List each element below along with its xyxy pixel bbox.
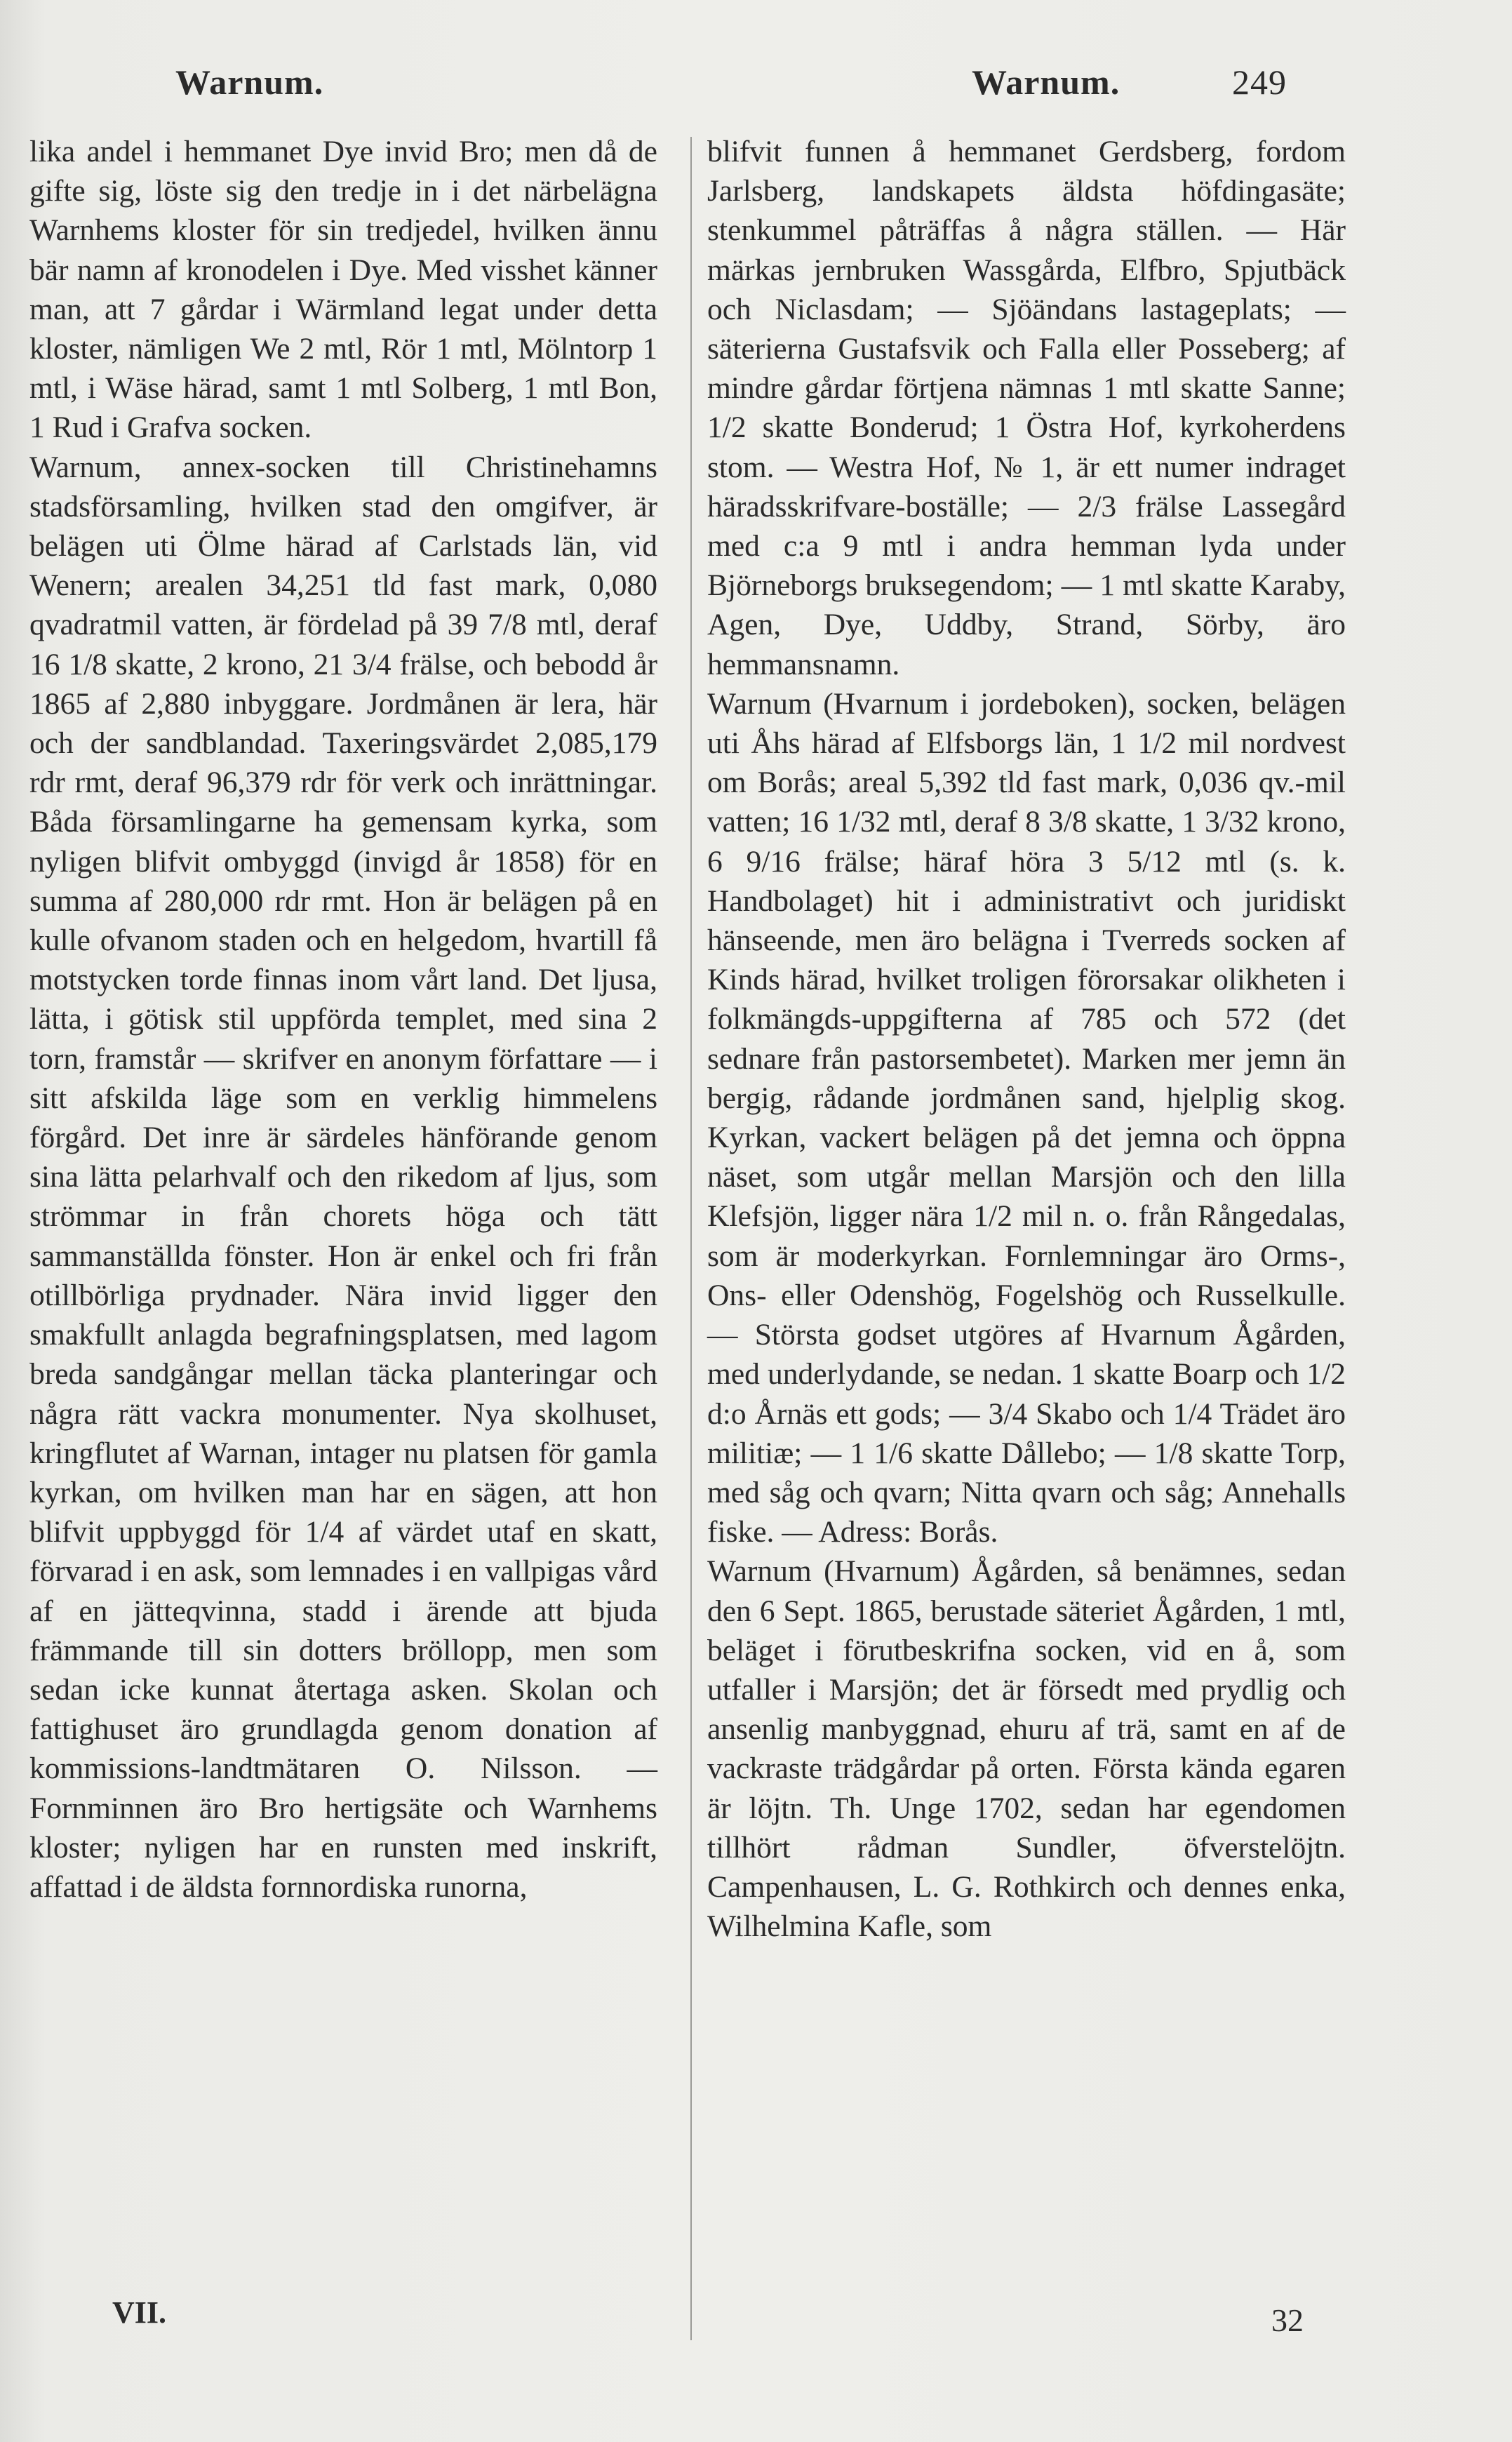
left-paragraph-2: Warnum, annex-socken till Christinehamns stadsförsamling, hvilken stad den omgifver, är belägen uti Ölme härad af Carlstads län, vid Wenern; arealen 34,251 tld fast mark, 0,080 qvadratmil vatten, är fördelad på 39 7/8 mtl, deraf 16 1/8 skatte, 2 krono, 21 3/4 frälse, och bebodd år 1865 af 2,880 inbyggare. Jordmånen är lera, här och der sandblandad. Taxeringsvärdet 2,085,179 rdr rmt, deraf 96,379 rdr för verk och inrättningar. Båda församlingarne ha gemensam kyrka, som nyligen blifvit ombyggd (invigd år 1858) för en summa af 280,000 rdr rmt. Hon är belägen på en kulle ofvanom staden och en helgedom, hvartill få motstycken torde finnas inom vårt land. Det ljusa, lätta, i götisk stil uppförda templet, med sina 2 torn, framstår — skrifver en anonym författare — i sitt afskilda läge som en verklig himmelens förgård. Det inre är särdeles hänförande genom sina lätta pelarhvalf och den rikedom af ljus, som strömmar in från chorets höga och tätt sammanställda fönster. Hon är enkel och fri från otillbörliga prydnader. Nära invid ligger den smakfullt anlagda begrafningsplatsen, med lagom breda sandgångar mellan täcka planteringar och några rätt vackra monumenter. Nya skolhuset, kringflutet af Warnan, intager nu platsen för gamla kyrkan, om hvilken man har en sägen, att hon blifvit uppbyggd för 1/4 af värdet utaf en skatt, förvarad i en ask, som lemnades i en vallpigas vård af en jätteqvinna, stadd i ärende att bjuda främmande till sin dotters bröllopp, men som sedan icke kunnat återtaga asken. Skolan och fattighuset äro grundlagda genom donation af kommissions-landtmätaren O. Nilsson. — Fornminnen äro Bro hertigsäte och Warnhems kloster; nyligen har en runsten med inskrift, affattad i de äldsta fornnordiska runorna, — [29, 450, 657, 1904]
column-divider — [690, 137, 692, 2340]
right-paragraph-1: blifvit funnen å hemmanet Gerdsberg, fordom Jarlsberg, landskapets äldsta höfdingasäte; stenkummel påträffas å några ställen. — Här märkas jernbruken Wassgårda, Elfbro, Spjutbäck och Niclasdam; — Sjöändans lastageplats; — säterierna Gustafsvik och Falla eller Posseberg; af mindre gårdar förtjena nämnas 1 mtl skatte Sanne; 1/2 skatte Bonderud; 1 Östra Hof, kyrkoherdens stom. — Westra Hof, № 1, är ett numer indraget häradsskrifvare-boställe; — 2/3 frälse Lassegård med c:a 9 mtl i andra hemman lyda under Björneborgs bruksegendom; — 1 mtl skatte Karaby, Agen, Dye, Uddby, Strand, Sörby, äro hemmansnamn. — [707, 135, 1346, 681]
right-paragraph-3: Warnum (Hvarnum) Ågården, så benämnes, sedan den 6 Sept. 1865, berustade säteriet Ågården, 1 mtl, beläget i förutbeskrifna socken, vid en å, som utfaller i Marsjön; det är försedt med prydlig och ansenlig manbyggnad, ehuru af trä, samt en af de vackraste trädgårdar på orten. Första kända egaren är löjtn. Th. Unge 1702, sedan har egendomen tillhört rådman Sundler, öfverstelöjtn. Campenhausen, L. G. Rothkirch och dennes enka, Wilhelmina Kafle, som — [707, 1554, 1346, 1944]
left-column — [29, 132, 657, 1907]
running-head-right: Warnum. — [972, 62, 1120, 102]
right-column — [707, 132, 1346, 1946]
signature-mark: VII. — [112, 2295, 167, 2330]
left-paragraph-1: lika andel i hemmanet Dye invid Bro; men då de gifte sig, löste sig den tredje in i det närbelägna Warnhems kloster för sin tredjedel, hvilken ännu bär namn af kronodelen i Dye. Med visshet känner man, att 7 gårdar i Wärmland legat under detta kloster, nämligen We 2 mtl, Rör 1 mtl, Mölntorp 1 mtl, i Wäse härad, samt 1 mtl Solberg, 1 mtl Bon, 1 Rud i Grafva socken. — [29, 135, 657, 445]
running-head-left: Warnum. — [175, 62, 324, 102]
page-number: 249 — [1232, 62, 1287, 102]
sheet-number: 32 — [1271, 2302, 1304, 2338]
right-paragraph-2: Warnum (Hvarnum i jordeboken), socken, belägen uti Åhs härad af Elfsborgs län, 1 1/2 mil nordvest om Borås; areal 5,392 tld fast mark, 0,036 qv.-mil vatten; 16 1/32 mtl, deraf 8 3/8 skatte, 1 3/32 krono, 6 9/16 frälse; häraf höra 3 5/12 mtl (s. k. Handbolaget) hit i administrativt och juridiskt hänseende, men äro belägna i Tverreds socken af Kinds härad, hvilket troligen förorsakar olikheten i folkmängds-uppgifterna af 785 och 572 (det sednare från pastorsembetet). Marken mer jemn än bergig, rådande jordmånen sand, hjelplig skog. Kyrkan, vackert belägen på det jemna och öppna näset, som utgår mellan Marsjön och den lilla Klefsjön, ligger nära 1/2 mil n. o. från Rångedalas, som är moderkyrkan. Fornlemningar äro Orms-, Ons- eller Odenshög, Fogelshög och Russelkulle. — Största godset utgöres af Hvarnum Ågården, med underlydande, se nedan. 1 skatte Boarp och 1/2 d:o Årnäs ett gods; — 3/4 Skabo och 1/4 Trädet äro militiæ; — 1 1/6 skatte Dållebo; — 1/8 skatte Torp, med såg och qvarn; Nitta qvarn och såg; Annehalls fiske. — Adress: Borås. — [707, 686, 1346, 1549]
